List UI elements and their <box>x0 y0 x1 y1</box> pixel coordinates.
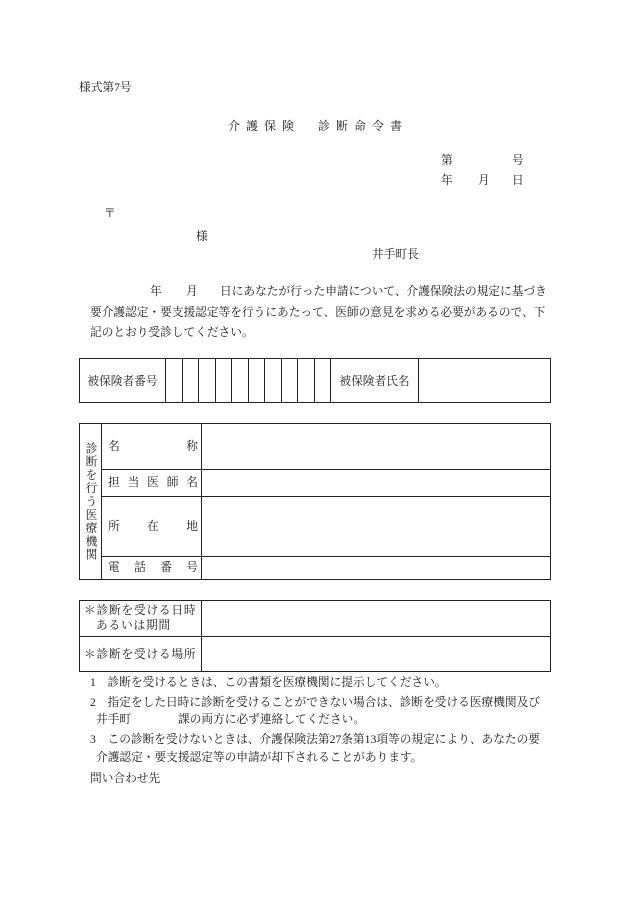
body-line-3: 記のとおり受診してください。 <box>90 326 254 339</box>
contact-label: 問い合わせ先 <box>90 772 161 785</box>
body-line-1: 日にあなたが行った申請について、介護保険法の規定に基づき <box>220 285 547 298</box>
exam-place-label-cell <box>80 637 202 671</box>
clinic-address-label: 所在地 <box>108 519 198 533</box>
note-3: 3 この診断を受けないときは、介護保険法第27条第13項等の規定により、あなたの要 <box>90 733 540 746</box>
issuer-name: 井手町長 <box>372 248 419 261</box>
clinic-doctor-label: 担当医師名 <box>108 476 198 489</box>
body-month-label: 月 <box>186 285 198 298</box>
exam-datetime-label-cell <box>80 601 202 636</box>
insured-number-digit-cell <box>314 359 331 402</box>
clinic-phone-label: 電話番号 <box>108 561 198 574</box>
clinic-row-doctor <box>102 469 550 496</box>
exam-row-place <box>80 636 550 671</box>
insured-number-digit-cell <box>165 359 182 402</box>
clinic-section-cell <box>80 424 102 579</box>
note-2: 2 指定をした日時に診断を受けることができない場合は、診断を受ける医療機関及び <box>90 696 540 709</box>
exam-row-datetime <box>80 601 550 636</box>
clinic-phone-value <box>202 557 550 579</box>
note-3-cont: 介護認定・要支援認定等の申請が却下されることがあります。 <box>96 751 423 764</box>
postal-mark: 〒 <box>104 207 116 220</box>
insured-number-digits <box>165 359 330 402</box>
document-title-left: 介護保険 <box>228 119 301 133</box>
exam-place-label: ＊診断を受ける場所 <box>84 648 197 661</box>
clinic-name-value <box>202 424 550 469</box>
insured-name-value <box>418 359 550 402</box>
form-number: 様式第7号 <box>79 81 132 94</box>
note-2-cont-rest: 課の両方に必ず連絡してください。 <box>178 713 366 726</box>
insured-number-digit-cell <box>182 359 199 402</box>
exam-datetime-label-cont: あるいは期間 <box>96 619 171 632</box>
clinic-address-value <box>202 497 550 556</box>
insured-number-label: 被保険者番号 <box>87 374 158 388</box>
body-line-2: 要介護認定・要支援認定等を行うにあたって、医師の意見を求める必要があるので、下 <box>90 306 546 319</box>
examination-table <box>79 600 551 672</box>
clinic-section-label: 診断を行う医療機関 <box>84 441 98 562</box>
clinic-name-label: 名称 <box>108 439 198 453</box>
date-day-label: 日 <box>512 174 524 187</box>
date-year-label: 年 <box>441 174 453 187</box>
reference-number-suffix: 号 <box>512 154 524 167</box>
insured-info-table <box>79 358 551 403</box>
insured-name-label: 被保険者氏名 <box>330 359 418 402</box>
clinic-info-table <box>79 423 551 580</box>
clinic-row-address <box>102 496 550 556</box>
exam-place-value <box>202 637 550 671</box>
body-year-label: 年 <box>150 285 162 298</box>
addressee-honorific: 様 <box>196 230 208 243</box>
document-title-right: 診断命令書 <box>318 119 409 133</box>
clinic-doctor-value <box>202 470 550 496</box>
clinic-row-phone <box>102 556 550 579</box>
insured-number-digit-cell <box>198 359 215 402</box>
insured-number-digit-cell <box>215 359 232 402</box>
exam-datetime-label: ＊診断を受ける日時 <box>84 604 197 617</box>
insured-number-digit-cell <box>248 359 265 402</box>
insured-number-digit-cell <box>264 359 281 402</box>
insured-number-digit-cell <box>297 359 314 402</box>
exam-datetime-value <box>202 601 550 636</box>
clinic-row-name <box>102 424 550 469</box>
note-1: 1 診断を受けるときは、この書類を医療機関に提示してください。 <box>90 676 447 689</box>
reference-number-prefix: 第 <box>441 154 453 167</box>
insured-number-digit-cell <box>281 359 298 402</box>
date-month-label: 月 <box>478 174 490 187</box>
insured-number-digit-cell <box>231 359 248 402</box>
note-2-cont-town: 井手町 <box>96 713 132 726</box>
